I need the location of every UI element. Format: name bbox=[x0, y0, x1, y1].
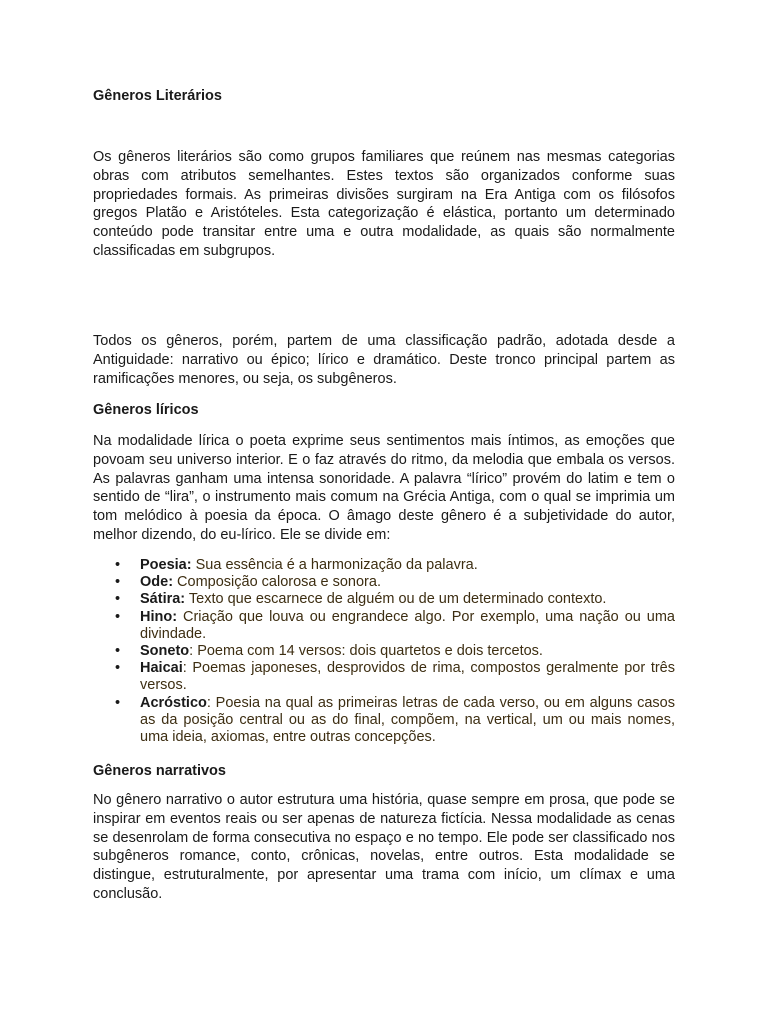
list-item-term: Haicai bbox=[140, 660, 183, 677]
bullet-icon: • bbox=[115, 643, 121, 660]
heading-generos-narrativos: Gêneros narrativos bbox=[93, 763, 226, 779]
paragraph-classification: Todos os gêneros, porém, partem de uma classificação padrão, adotada desde a Antiguidade: narrativo ou épico; lírico e dramático. Deste tronco principal partem as ramificações menores, ou seja, os subgêneros. bbox=[93, 333, 675, 387]
bullet-icon: • bbox=[115, 591, 121, 608]
list-item bbox=[93, 591, 675, 608]
list-item bbox=[93, 609, 675, 643]
page-title: Gêneros Literários bbox=[93, 88, 222, 104]
list-item-term: Poesia: bbox=[140, 557, 192, 573]
list-item-term: Soneto bbox=[140, 643, 190, 660]
heading-generos-liricos: Gêneros líricos bbox=[93, 402, 199, 418]
list-item-term: Hino: bbox=[140, 608, 178, 625]
list-item-description: : Poema com 14 versos: dois quartetos e dois tercetos. bbox=[189, 643, 543, 660]
list-item bbox=[93, 557, 675, 574]
list-item bbox=[93, 695, 675, 747]
list-item-term: Sátira: bbox=[140, 591, 186, 608]
list-item bbox=[93, 660, 675, 694]
bullet-icon: • bbox=[115, 608, 121, 625]
list-item-description: : Poemas japoneses, desprovidos de rima, compostos geralmente por três versos. bbox=[140, 660, 675, 694]
paragraph-intro: Os gêneros literários são como grupos familiares que reúnem nas mesmas categorias obras com atributos semelhantes. Estes textos são organizados conforme suas propriedades formais. As primeiras divisões surgiram na Era Antiga com os filósofos gregos Platão e Aristóteles. Esta categorização é elástica, portanto um determinado conteúdo pode transitar entre uma e outra modalidade, as quais são normalmente classificadas em subgrupos. bbox=[93, 149, 675, 259]
paragraph-liricos: Na modalidade lírica o poeta exprime seus sentimentos mais íntimos, as emoções que povoam seu universo interior. E o faz através do ritmo, da melodia que embala os versos. As palavras ganham uma intensa sonoridade. A palavra “lírico” provém do latim e tem o sentido de “lira”, o instrumento mais comum na Grécia Antiga, com o qual se imprimia um tom melódico à poesia da época. O âmago deste gênero é a subjetividade do autor, melhor dizendo, do eu-lírico. Ele se divide em: bbox=[93, 433, 675, 543]
bullet-icon: • bbox=[115, 694, 121, 711]
list-item-term: Acróstico bbox=[140, 694, 207, 711]
list-item-description: Texto que escarnece de alguém ou de um determinado contexto. bbox=[185, 591, 607, 608]
list-item-description: Sua essência é a harmonização da palavra. bbox=[191, 557, 478, 573]
list-item-description: : Poesia na qual as primeiras letras de cada verso, ou em alguns casos as da posição central ou as do final, compõem, na vertical, um ou mais nomes, uma ideia, axiomas, entre outras concepções. bbox=[140, 694, 675, 746]
list-item-term: Ode: bbox=[140, 574, 174, 591]
list-subgeneros-liricos bbox=[93, 557, 675, 746]
list-item bbox=[93, 574, 675, 591]
list-item-description: Composição calorosa e sonora. bbox=[173, 574, 381, 591]
bullet-icon: • bbox=[115, 660, 121, 677]
list-item bbox=[93, 643, 675, 660]
list-item-description: Criação que louva ou engrandece algo. Por exemplo, uma nação ou uma divindade. bbox=[140, 608, 675, 642]
paragraph-narrativos: No gênero narrativo o autor estrutura uma história, quase sempre em prosa, que pode se inspirar em eventos reais ou ser apenas de natureza fictícia. Nessa modalidade as cenas se desenrolam de forma consecutiva no espaço e no tempo. Ele pode ser classificado nos subgêneros romance, conto, crônicas, novelas, entre outros. Esta modalidade se distingue, estruturalmente, por apresentar uma trama com início, um clímax e uma conclusão. bbox=[93, 792, 675, 902]
bullet-icon: • bbox=[115, 574, 121, 591]
bullet-icon: • bbox=[115, 557, 121, 573]
